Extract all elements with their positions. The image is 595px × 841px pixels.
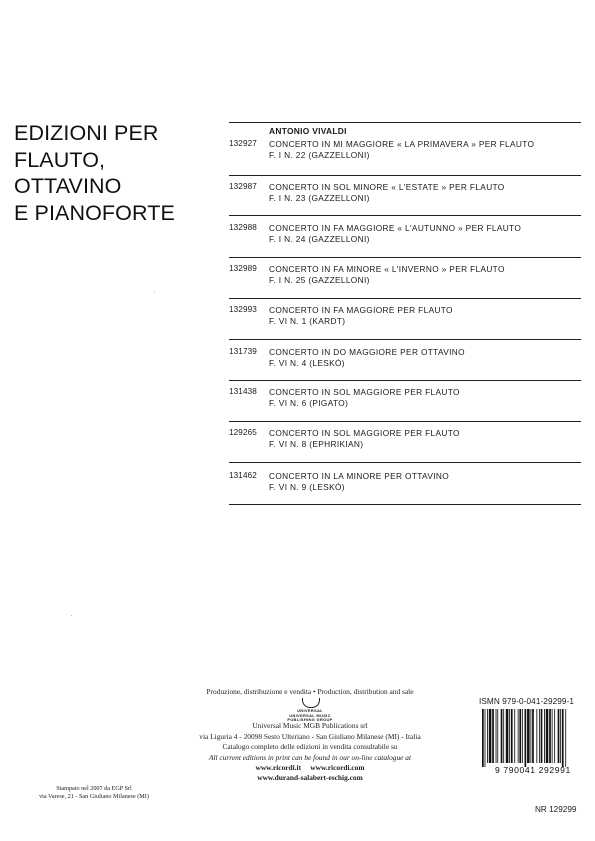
barcode-bar xyxy=(485,709,486,767)
series-title xyxy=(14,120,214,226)
divider xyxy=(229,298,581,299)
series-title-line: EDIZIONI PER xyxy=(14,121,159,145)
catalog-number: 132927 xyxy=(229,139,257,148)
barcode-bar xyxy=(541,709,543,763)
isbn-block xyxy=(479,697,589,814)
distribution-note: Produzione, distribuzione e vendita • Production, distribution and sale xyxy=(206,687,414,696)
barcode-bar xyxy=(519,709,521,763)
barcode-bar xyxy=(496,709,497,763)
speck xyxy=(154,291,155,292)
divider xyxy=(229,175,581,176)
barcode-bar xyxy=(562,709,564,767)
work-title: CONCERTO IN SOL MAGGIORE PER FLAUTO xyxy=(269,428,460,438)
series-title-line: FLAUTO, xyxy=(14,147,106,172)
work-title: CONCERTO IN FA MINORE « L'INVERNO » PER FLAUTO xyxy=(269,264,505,274)
work-reference: F. VI N. 6 (PIGATO) xyxy=(269,398,349,408)
barcode-bar xyxy=(506,709,509,763)
catalog-number: 132993 xyxy=(229,305,257,314)
printer-line: via Varese, 21 - San Giuliano Milanese (MI) xyxy=(39,793,149,800)
barcode-bars xyxy=(482,709,566,767)
catalog-number: 131739 xyxy=(229,347,257,356)
catalog-entry xyxy=(229,305,581,335)
barcode-bar xyxy=(514,709,515,763)
catalog-entry xyxy=(229,264,581,294)
barcode-bar xyxy=(492,709,494,763)
catalog-note-english: All current editions in print can be found in our on-line catalogue at xyxy=(208,752,412,762)
printer-line: Stampato nel 2007 da EGP Srl xyxy=(56,785,132,792)
catalog-entry xyxy=(229,347,581,377)
work-title: CONCERTO IN LA MINORE PER OTTAVINO xyxy=(269,471,450,481)
catalog-entry xyxy=(229,223,581,253)
catalog-number: 132989 xyxy=(229,264,257,273)
work-reference: F. VI N. 4 (LESKÓ) xyxy=(269,358,345,368)
series-title-line: E PIANOFORTE xyxy=(14,200,175,225)
barcode-bar xyxy=(487,709,488,763)
work-reference: F. VI N. 9 (LESKÓ) xyxy=(269,482,345,492)
series-title-line: OTTAVINO xyxy=(14,174,122,198)
work-reference: F. I N. 25 (GAZZELLONI) xyxy=(269,275,370,285)
barcode-bar xyxy=(527,709,530,763)
website-link[interactable]: www.durand-salabert-eschig.com xyxy=(257,773,363,783)
barcode-bar xyxy=(511,709,513,763)
nr-number: NR 129299 xyxy=(535,805,577,814)
catalog-number: 132988 xyxy=(229,223,257,232)
catalog-number: 131462 xyxy=(229,471,257,480)
barcode-bar xyxy=(549,709,551,763)
divider xyxy=(229,462,581,463)
work-title: CONCERTO IN FA MAGGIORE PER FLAUTO xyxy=(269,305,453,315)
barcode-bar xyxy=(536,709,537,763)
divider xyxy=(229,215,581,216)
work-reference: F. I N. 23 (GAZZELLONI) xyxy=(269,193,370,203)
speck xyxy=(71,615,72,616)
logo-arc-icon xyxy=(302,698,320,708)
barcode-bar xyxy=(489,709,492,763)
logo-subline: UNIVERSAL MUSIC xyxy=(289,712,331,718)
work-title: CONCERTO IN SOL MAGGIORE PER FLAUTO xyxy=(269,387,460,397)
barcode-bar xyxy=(518,709,519,763)
catalog-entry xyxy=(229,182,581,212)
divider xyxy=(229,380,581,381)
barcode xyxy=(479,709,587,775)
barcode-bar xyxy=(482,709,484,767)
publisher-address: via Liguria 4 - 20098 Sesto Ulteriano - San Giuliano Milanese (MI) - Italia xyxy=(199,731,421,741)
composer-name: ANTONIO VIVALDI xyxy=(269,126,347,136)
work-reference: F. I N. 22 (GAZZELLONI) xyxy=(269,150,370,160)
barcode-bar xyxy=(552,709,553,763)
barcode-bar xyxy=(503,709,504,763)
divider xyxy=(229,257,581,258)
barcode-bar xyxy=(530,709,531,763)
barcode-bar xyxy=(558,709,560,763)
work-reference: F. VI N. 1 (KARDT) xyxy=(269,316,346,326)
work-title: CONCERTO IN FA MAGGIORE « L'AUTUNNO » PER FLAUTO xyxy=(269,223,522,233)
work-title: CONCERTO IN DO MAGGIORE PER OTTAVINO xyxy=(269,347,465,357)
ismn-number: ISMN 979-0-041-29299-1 xyxy=(479,697,575,706)
divider xyxy=(229,504,581,505)
catalog-note: Catalogo completo delle edizioni in vendita consultabile su xyxy=(222,742,398,752)
barcode-bar xyxy=(525,709,527,767)
catalog-entry xyxy=(229,139,581,169)
catalog-entry xyxy=(229,387,581,417)
logo-subline: PUBLISHING GROUP xyxy=(287,717,333,723)
barcode-bar xyxy=(565,709,566,767)
work-title: CONCERTO IN SOL MINORE « L'ESTATE » PER FLAUTO xyxy=(269,182,505,192)
catalog-number: 129265 xyxy=(229,428,257,437)
work-reference: F. I N. 24 (GAZZELLONI) xyxy=(269,234,370,244)
barcode-bar xyxy=(544,709,545,763)
printer-note xyxy=(14,785,174,801)
catalog-entry xyxy=(229,428,581,458)
publisher-name: Universal Music MGB Publications srl xyxy=(252,721,368,731)
barcode-bar xyxy=(497,709,498,763)
barcode-bar xyxy=(501,709,503,763)
barcode-bar xyxy=(554,709,555,763)
catalog-entry xyxy=(229,471,581,501)
barcode-digits: 9 790041 292991 xyxy=(495,765,571,775)
logo-text xyxy=(160,709,460,723)
barcode-bar xyxy=(522,709,523,763)
website-links[interactable]: www.ricordi.it www.ricordi.com xyxy=(255,763,365,773)
logo-wordmark: UNIVERSAL xyxy=(297,708,323,714)
publisher-logo xyxy=(160,697,460,721)
work-title: CONCERTO IN MI MAGGIORE « LA PRIMAVERA » PER FLAUTO xyxy=(269,139,535,149)
barcode-bar xyxy=(560,709,561,763)
barcode-bar xyxy=(532,709,534,763)
divider xyxy=(229,339,581,340)
divider xyxy=(229,421,581,422)
barcode-bar xyxy=(546,709,549,763)
barcode-bar xyxy=(539,709,540,763)
divider xyxy=(229,122,581,123)
catalog-number: 132987 xyxy=(229,182,257,191)
publisher-block xyxy=(160,687,460,784)
catalog-number: 131438 xyxy=(229,387,257,396)
barcode-bar xyxy=(509,709,510,763)
work-reference: F. VI N. 8 (EPHRIKIAN) xyxy=(269,439,364,449)
